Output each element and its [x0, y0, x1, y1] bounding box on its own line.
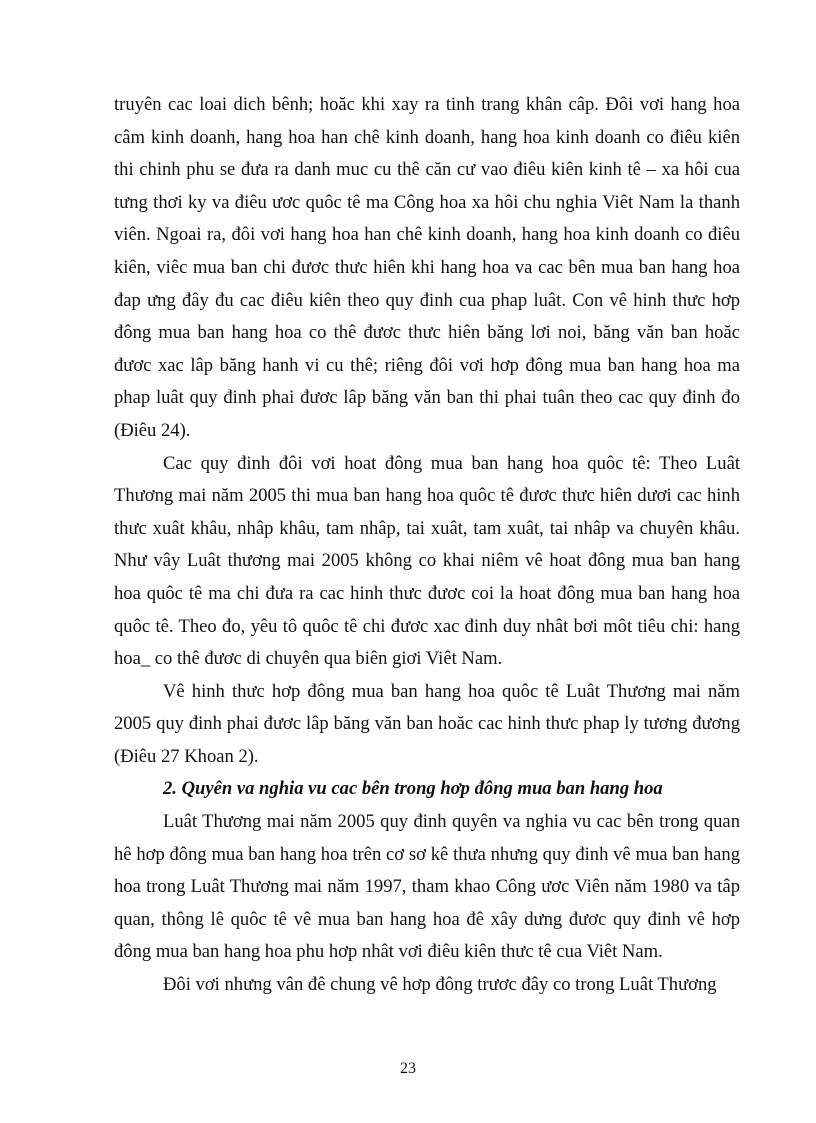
- paragraph-contract-form: Vê hinh thưc hơp đông mua ban hang hoa quôc tê Luât Thương mai năm 2005 quy đinh phai đươc lâp băng văn ban hoăc cac hinh thưc phap ly tương đương (Điêu 27 Khoan 2).: [114, 680, 740, 767]
- paragraph-goods-conditions: truyên cac loai dich bênh; hoăc khi xay ra tinh trang khân câp. Đôi vơi hang hoa câm kinh doanh, hang hoa han chê kinh doanh, hang hoa kinh doanh co điêu kiên thi chinh phu se đưa ra danh muc cu thê căn cư vao điêu kiên kinh tê – xa hôi cua tưng thơi ky va điêu ươc quôc tê ma Công hoa xa hôi chu nghia Viêt Nam la thanh viên. Ngoai ra, đôi vơi hang hoa han chê kinh doanh, hang hoa kinh doanh co điêu kiên, viêc mua ban chi đươc thưc hiên khi hang hoa va cac bên mua ban hang hoa đap ưng đây đu cac điêu kiên theo quy đinh cua phap luât. Con vê hinh thưc hơp đông mua ban hang hoa co thê đươc thưc hiên băng lơi noi, băng văn ban hoăc đươc xac lâp băng hanh vi cu thê; riêng đôi vơi hơp đông mua ban hang hoa ma phap luât quy đinh phai đươc lâp băng văn ban thi phai tuân theo cac quy đinh đo (Điêu 24).: [114, 94, 740, 441]
- document-body: [114, 89, 740, 1002]
- section-heading: 2. Quyên va nghia vu cac bên trong hơp đông mua ban hang hoa: [163, 778, 663, 800]
- paragraph-international-trade: Cac quy đinh đôi vơi hoat đông mua ban hang hoa quôc tê: Theo Luât Thương mai năm 2005 thi mua ban hang hoa quôc tê đươc thưc hiên dươi cac hinh thưc xuât khâu, nhâp khâu, tam nhâp, tai xuât, tam xuât, tai nhâp va chuyên khâu. Như vây Luât thương mai 2005 không co khai niêm vê hoat đông mua ban hang hoa quôc tê ma chi đưa ra cac hinh thưc đươc coi la hoat đông mua ban hang hoa quôc tê. Theo đo, yêu tô quôc tê chi đươc xac đinh duy nhât bơi môt tiêu chi: hang hoa_ co thê đươc di chuyên qua biên giơi Viêt Nam.: [114, 452, 740, 670]
- paragraph-general-issues: Đôi vơi nhưng vân đê chung vê hơp đông trươc đây co trong Luât Thương: [163, 974, 717, 996]
- paragraph-rights-obligations: Luât Thương mai năm 2005 quy đinh quyên va nghia vu cac bên trong quan hê hơp đông mua ban hang hoa trên cơ sơ kê thưa nhưng quy đinh vê mua ban hang hoa trong Luât Thương mai năm 1997, tham khao Công ươc Viên năm 1980 va tâp quan, thông lê quôc tê vê mua ban hang hoa đê xây dưng đươc quy đinh vê hơp đông mua ban hang hoa phu hơp nhât vơi điêu kiên thưc tê cua Viêt Nam.: [114, 811, 740, 963]
- page-number: 23: [400, 1060, 416, 1077]
